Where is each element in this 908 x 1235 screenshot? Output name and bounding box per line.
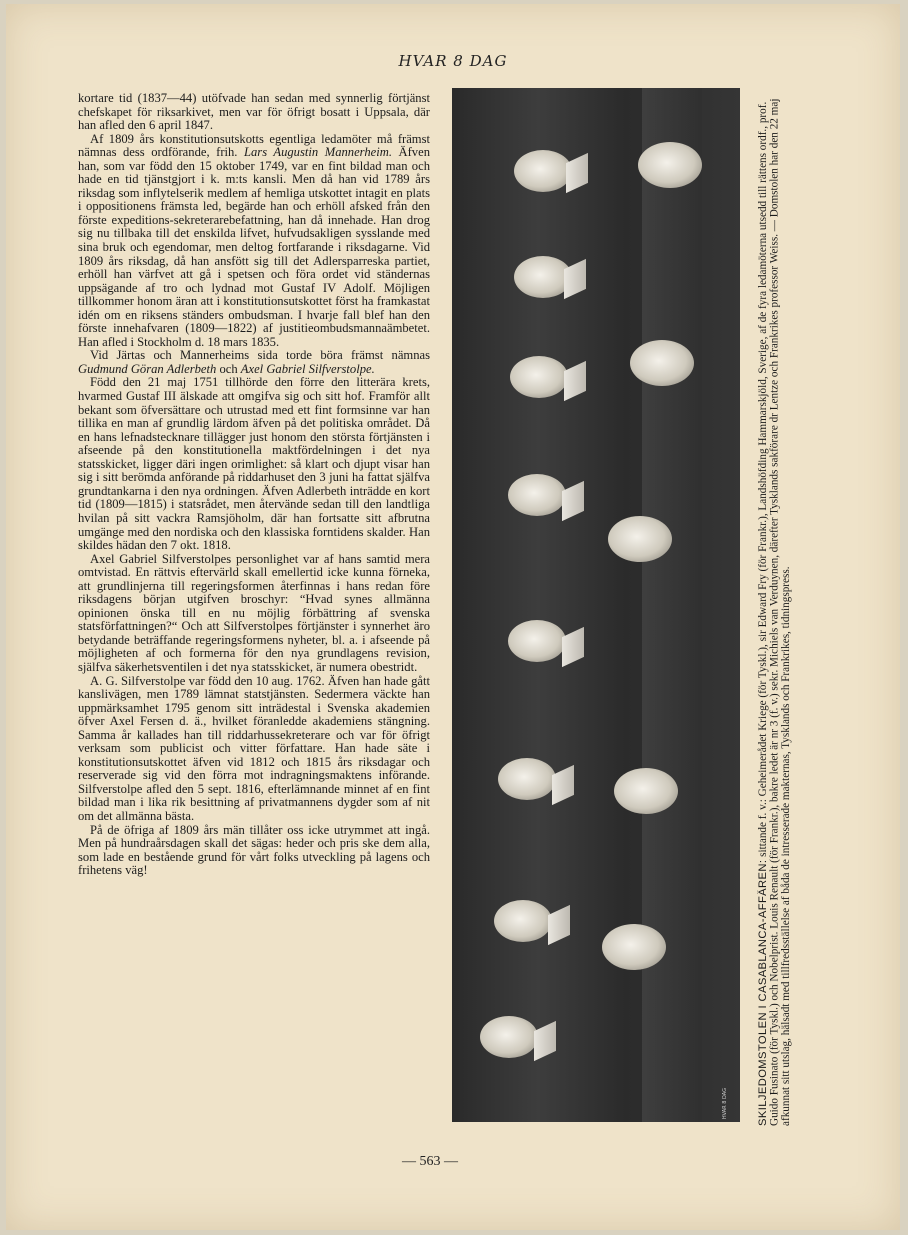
face-2	[494, 900, 552, 942]
collar-5	[562, 481, 584, 521]
collar-8	[566, 153, 588, 193]
magazine-page	[6, 4, 900, 1230]
collar-3	[552, 765, 574, 805]
person-name-mannerheim: Lars Augustin Mannerheim.	[244, 145, 392, 160]
person-name-silfverstolpe: Axel Gabriel Silfverstolpe.	[240, 361, 375, 376]
running-header: HVAR 8 DAG	[398, 52, 508, 70]
face-9	[602, 924, 666, 970]
face-5	[508, 474, 566, 516]
face-3	[498, 758, 556, 800]
collar-2	[548, 905, 570, 945]
face-6	[510, 356, 568, 398]
photo-caption	[758, 94, 828, 1126]
collar-6	[564, 361, 586, 401]
page-number: — 563 —	[402, 1154, 458, 1169]
face-11	[608, 516, 672, 562]
paragraph-4: Född den 21 maj 1751 tillhörde den förre den litterära krets, hvarmed Gustaf III älskade att omgifva sig och sitt hof. Framför allt bekant som öfversättare och utrustad med ett fint formsinne var han tillika en man af grundlig lärdom äfven på det politiska området. Då en hans lefnadstecknare tillägger just honom den största förtjänsten i afseende på den konstitutionella maktfördelningen i det nya statsskicket, ligger däri ingen orimlighet: så klart och djupt visar han sig i sitt berömda anförande på riddarhuset den 3 juni ha fattat själfva grundtankarna i den nya ordningen. Äfven Adlerbeth inträdde en kort tid (1809—1815) i statsrådet, men återvände sedan till den landtliga hvilan på sitt vackra Ramsjöholm, där han fortsatte sitt afbrutna umgänge med den nordiska och den klassiska forntidens skalder. Han skildes hädan den 7 okt. 1818.	[78, 375, 430, 553]
face-10	[614, 768, 678, 814]
paragraph-3-text: Vid Järtas och Mannerheims sida torde böra främst nämnas	[90, 348, 430, 363]
paragraph-1: kortare tid (1837—44) utöfvade han sedan med synnerlig förtjänst chefskapet för riksarkivet, men var för öfrigt bosatt i Uppsala, där han afled den 6 april 1847.	[78, 91, 430, 133]
caption-title: SKILJEDOMSTOLEN I CASABLANCA-AFFÄREN:	[757, 859, 769, 1126]
article-body	[78, 92, 430, 878]
photo-background-band	[642, 88, 702, 1122]
paragraph-2-text-a: Af 1809 års konstitutionsutskotts egentliga ledamöter må främst nämnas dess ordförande, frih.	[78, 131, 430, 160]
paragraph-6: A. G. Silfverstolpe var född den 10 aug. 1762. Äfven han hade gått kanslivägen, men 1789 lämnat statstjänsten. Sedermera väckte han uppmärksamhet 1795 genom sitt inträdestal i Svenska akademien öfver Axel Fersen d. ä., hvilket föranledde akademiens stängning. Samma år kallades han till riddarhussekreterare och var för öfrigt verksam som publicist och vitter författare. Han hade säte i konstitutionsutskottet äfven vid 1812 och 1815 års riksdagar och reserverade sig vid den förra mot indragningsmaktens införande. Silfverstolpe afled den 5 sept. 1816, efterlämnande minnet af en fint bildad man i lika rik besittning af privatmannens dygder som af nit om det allmänna bästa.	[78, 673, 430, 823]
face-1	[480, 1016, 538, 1058]
photo-credit: HVAR 8 DAG	[722, 1088, 728, 1120]
face-8	[514, 150, 572, 192]
collar-4	[562, 627, 584, 667]
paragraph-5: Axel Gabriel Silfverstolpes personlighet var af hans samtid mera omtvistad. En rättvis eftervärld skall emellertid icke kunna förneka, att grundlinjerna till regeringsformen återfinnas i hans redan före riksdagens början utgifven broschyr: “Hvad synes allmänna opinionen önska till en nu möjlig förbättring af svenska statsförfattningen?“ Och att Silfverstolpes förtjänster i synnerhet äro betydande beträffande regeringsformens nyheter, bl. a. i afseende på möjligheten af och formerna för den nya grundlagens revision, själfva säkerhetsventilen i det nya statsskicket, är numera obestridt.	[78, 551, 430, 674]
group-photograph	[452, 88, 740, 1122]
face-12	[630, 340, 694, 386]
paragraph-2	[78, 133, 430, 350]
paragraph-3	[78, 349, 430, 376]
face-13	[638, 142, 702, 188]
person-name-adlerbeth: Gudmund Göran Adlerbeth	[78, 361, 217, 376]
paragraph-3-and: och	[219, 361, 238, 376]
collar-1	[534, 1021, 556, 1061]
caption-text: sittande f. v.: Geheimerådet Kriege (för Tyskl.), sir Edward Fry (för Frankr.), Landshöfding Hammarskjöld, Sverige, af de fyra ledamöterna utsedd till rättens ordf., prof. Guido Fusinato (för Tyskl.) och Nobelprist. Louis Renault (för Frankr.), bakre ledet är nr 3 (f. v.) sekr. Michiels van Verduynen, därefter Tysklands sakförare dr Lentze och Frankrikes professor Weiss. — Domstolen har den 22 maj afkunnat sitt utslag, hälsadt med tillfredsställelse af båda de intresserade makternas, Tysklands och Frankrikes, tidningspress.	[757, 98, 792, 1126]
face-4	[508, 620, 566, 662]
paragraph-7: På de öfriga af 1809 års män tillåter oss icke utrymmet att ingå. Men på hundraårsdagen skall det sägas: heder och pris ske dem alla, som lade en bestående grund för vårt folks utveckling på lagens och frihetens väg!	[78, 822, 430, 878]
paragraph-2-text-b: Äfven han, som var född den 15 oktober 1749, var en fint bildad man och hade en tid tjänstgjort i k. m:ts kansli. Men då han vid 1789 års riksdag som inflytelserik medlem af hemliga utskottet intagit en plats i oppositionens främsta led, begärde han och erhöll afsked från den förste expeditions-sekreterarebefattning, han då innehade. Han drog sig nu tillbaka till det enskilda lifvet, hufvudsakligen sysslande med sina bruk och egendomar, men deltog fortfarande i riksdagarne. Vid 1809 års riksdag, då han ansfött sig till det Adlersparreska partiet, erhöll han värfvet att gå i spetsen och föra ordet vid ständernas uppsägande af tro och lydnad mot Gustaf IV Adolf. Möjligen tillkommer honom äran att i konstitutionsutskottet först ha framkastat idén om en riksens ständers ombudsman. I hvarje fall blef han den förste innehafvaren (1809—1822) af justitieombudsmannaämbetet. Han afled i Stockholm d. 18 mars 1835.	[78, 145, 430, 349]
